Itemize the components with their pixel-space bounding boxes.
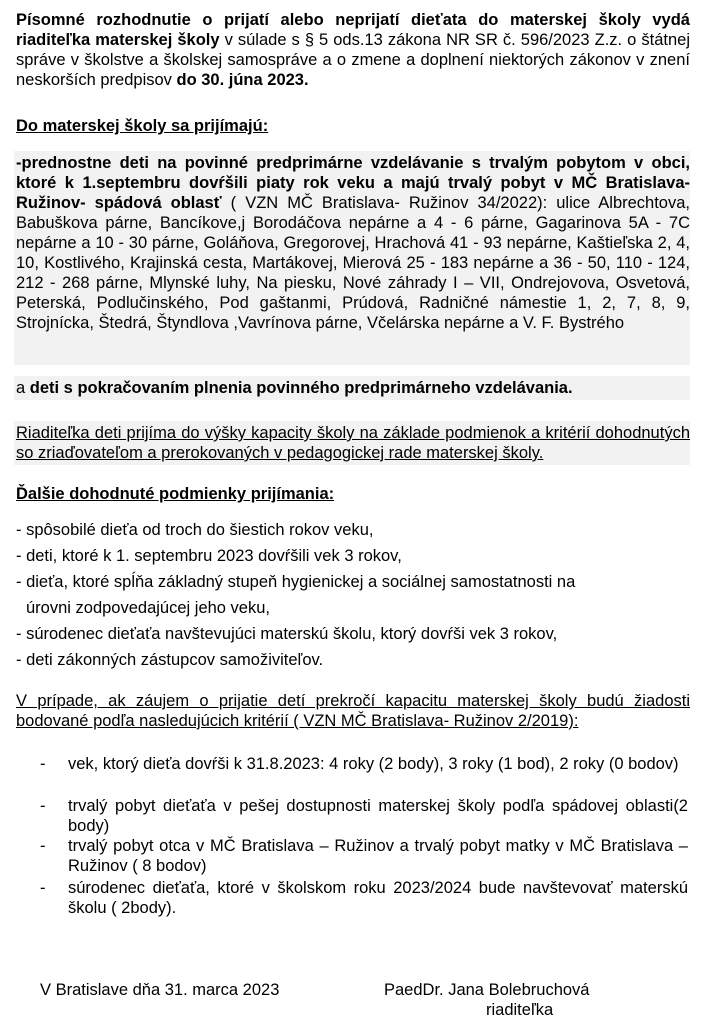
criteria-bullet: - (40, 837, 46, 855)
condition-item: - dieťa, ktoré spĺňa základný stupeň hygienickej a sociálnej samostatnosti na (16, 573, 576, 591)
criteria-item: súrodenec dieťaťa, ktoré v školskom roku 2023/2024 bude navštevovať materskú školu ( 2body). (68, 879, 688, 917)
intro-deadline: do 30. júna 2023. (176, 71, 309, 89)
condition-item: - súrodenec dieťaťa navštevujúci materskú školu, ktorý dovŕši vek 3 rokov, (16, 625, 558, 643)
condition-item: - deti, ktoré k 1. septembru 2023 dovŕšili vek 3 rokov, (16, 547, 402, 565)
continuing-paragraph (16, 378, 690, 398)
priority-streets-text: ( VZN MČ Bratislava- Ružinov 34/2022): ulice Albrechtova, Babuškova párne, Bancíkove,j Borodáčova nepárne a 4 - 6 párne, Gagarinova 5A - 7C nepárne a 10 - 30 párne, Goláňova, Gregorovej, Hrachová 41 - 93 nepárne, Kaštieľska 2, 4, 10, Kostlivého, Krajinská cesta, Martákovej, Mierová 25 - 183 nepárne a 36 - 50, 110 - 124, 212 - 268 párne, Mlynské luhy, Na piesku, Nové záhrady I – VII, Ondrejovova, Osvetová, Peterská, Podlučinského, Pod gaštanmi, Prúdová, Radničné námestie 1, 2, 7, 8, 9, Strojnícka, Štedrá, Štyndlova ,Vavrínova párne, Včelárska nepárne a V. F. Bystrého (16, 194, 690, 332)
continuing-bold-text: deti s pokračovaním plnenia povinného predprimárneho vzdelávania. (29, 379, 573, 397)
condition-item-continuation: úrovni zodpovedajúcej jeho veku, (26, 599, 270, 617)
intro-bold-text: Písomné rozhodnutie o prijatí alebo neprijatí dieťata do materskej školy vydá riaditeľka materskej školy (16, 11, 690, 49)
intro-text: v súlade s § 5 ods.13 zákona NR SR č. 596/2023 Z.z. o štátnej správe v školstve a školskej samospráve a o zmene a doplnení niektorých zákonov v znení neskorších predpisov (16, 31, 690, 89)
priority-bold-text: -prednostne deti na povinné predprimárne vzdelávanie s trvalým pobytom v obci, ktoré k 1.septembru dovŕšili piaty rok veku a majú trvalý pobyt v MČ Bratislava- Ružinov- spádová oblasť (16, 154, 690, 212)
criteria-bullet: - (40, 755, 46, 773)
criteria-bullet: - (40, 797, 46, 815)
capacity-note: Riaditeľka deti prijíma do výšky kapacity školy na základe podmienok a kritérií dohodnutých so zriaďovateľom a prerokovaných v pedagogickej rade materskej školy. (16, 424, 690, 462)
criteria-item: trvalý pobyt dieťaťa v pešej dostupnosti materskej školy podľa spádovej oblasti(2 body) (68, 797, 688, 835)
place-and-date: V Bratislave dňa 31. marca 2023 (40, 981, 280, 999)
criteria-intro: V prípade, ak záujem o prijatie detí prekročí kapacitu materskej školy budú žiadosti bodované podľa nasledujúcich kritérií ( VZN MČ Bratislava- Ružinov 2/2019): (16, 692, 690, 730)
criteria-item: vek, ktorý dieťa dovŕši k 31.8.2023: 4 roky (2 body), 3 roky (1 bod), 2 roky (0 bodov) (68, 755, 679, 773)
criteria-bullet: - (40, 879, 46, 897)
signatory-name: PaedDr. Jana Bolebruchová (384, 981, 590, 999)
condition-item: - spôsobilé dieťa od troch do šiestich rokov veku, (16, 521, 374, 539)
heading-admission: Do materskej školy sa prijímajú: (16, 117, 269, 135)
intro-paragraph (16, 10, 690, 90)
continuing-prefix: a (16, 379, 30, 397)
priority-paragraph (16, 153, 690, 333)
condition-item: - deti zákonných zástupcov samoživiteľov. (16, 651, 324, 669)
criteria-item: trvalý pobyt otca v MČ Bratislava – Ružinov a trvalý pobyt matky v MČ Bratislava – Ružinov ( 8 bodov) (68, 837, 688, 875)
heading-conditions: Ďalšie dohodnuté podmienky prijímania: (16, 485, 335, 503)
signatory-role: riaditeľka (486, 1001, 554, 1019)
